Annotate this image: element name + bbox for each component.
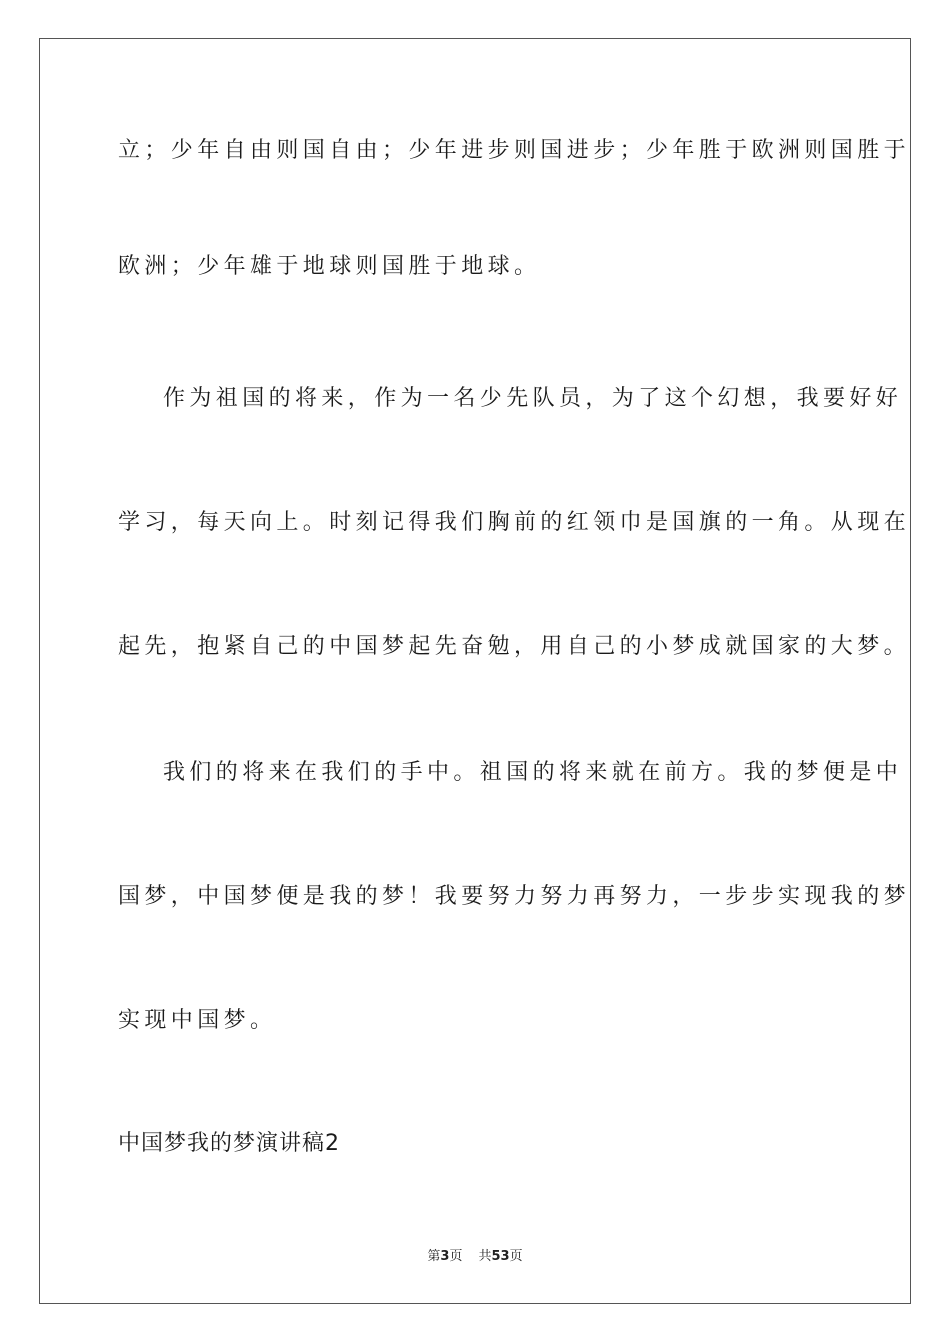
paragraph-line: 实现中国梦。 xyxy=(118,1008,277,1033)
total-page-count: 53 xyxy=(491,1249,510,1264)
total-suffix: 页 xyxy=(509,1249,523,1264)
paragraph-line: 国梦，中国梦便是我的梦！我要努力努力再努力，一步步实现我的梦 xyxy=(118,884,911,909)
paragraph-line: 立；少年自由则国自由；少年进步则国进步；少年胜于欧洲则国胜于 xyxy=(118,138,911,163)
page-border xyxy=(39,38,911,1304)
total-prefix: 共 xyxy=(478,1249,492,1264)
section-heading: 中国梦我的梦演讲稿2 xyxy=(118,1131,340,1156)
page-prefix: 第 xyxy=(427,1249,441,1264)
paragraph-line: 学习，每天向上。时刻记得我们胸前的红领巾是国旗的一角。从现在 xyxy=(118,510,911,535)
paragraph-line: 作为祖国的将来，作为一名少先队员，为了这个幻想，我要好好 xyxy=(163,386,903,411)
page-footer xyxy=(0,1248,950,1266)
paragraph-line: 欧洲；少年雄于地球则国胜于地球。 xyxy=(118,254,541,279)
page-suffix: 页 xyxy=(449,1249,463,1264)
current-page-number: 3 xyxy=(440,1249,450,1264)
paragraph-line: 我们的将来在我们的手中。祖国的将来就在前方。我的梦便是中 xyxy=(163,760,903,785)
paragraph-line: 起先，抱紧自己的中国梦起先奋勉，用自己的小梦成就国家的大梦。 xyxy=(118,634,911,659)
